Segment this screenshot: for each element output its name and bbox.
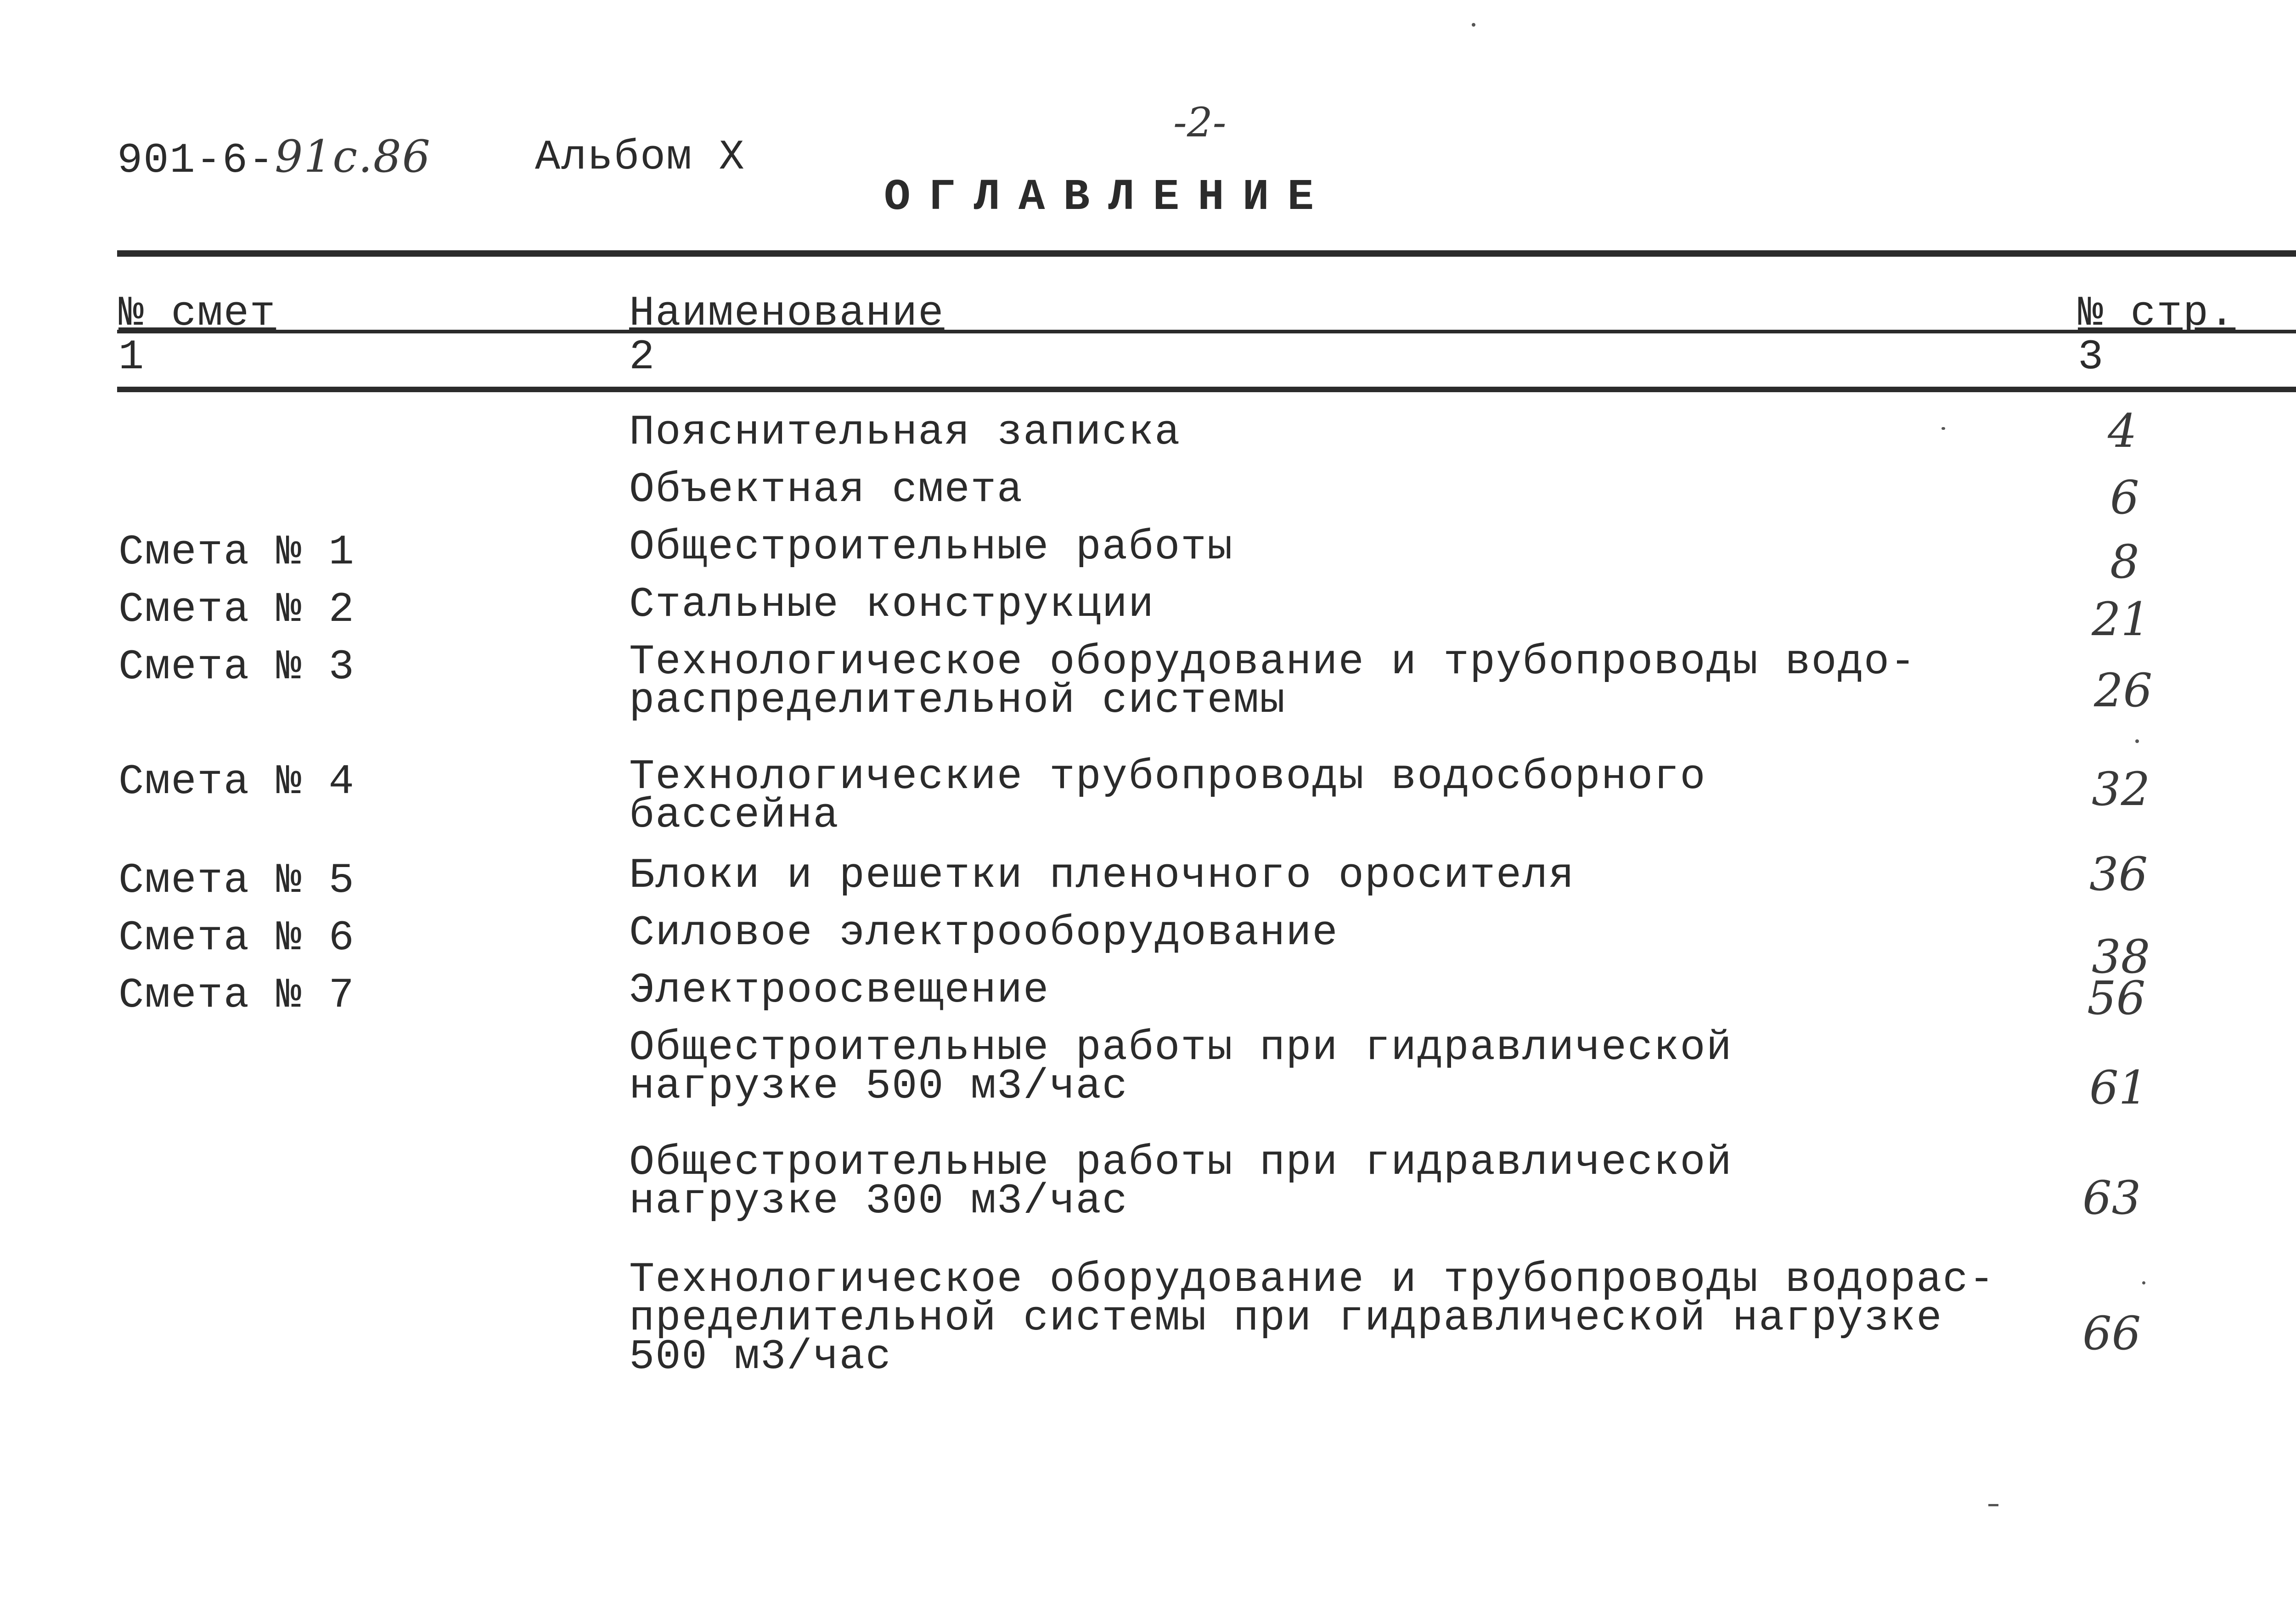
page-ref: 56 [2087, 971, 2146, 1025]
album-label: Альбом X [535, 133, 745, 181]
item-name-line: Объектная смета [629, 466, 1024, 514]
page-ref: 66 [2082, 1307, 2141, 1360]
column-header-page: № стр. [2078, 289, 2236, 338]
page-ref: 6 [2110, 471, 2139, 524]
page-title: ОГЛАВЛЕНИЕ [884, 172, 1333, 222]
item-name-line: пределительной системы при гидравлической нагрузке [629, 1294, 1943, 1342]
item-name [629, 408, 1181, 456]
header-bottom-rule [117, 387, 2296, 392]
column-header-name: Наименование [629, 289, 945, 338]
item-name-line: Общестроительные работы [629, 523, 1233, 571]
scan-speck [1988, 1504, 1998, 1506]
item-name [629, 638, 1917, 725]
item-name-line: Силовое электрооборудование [629, 909, 1339, 957]
item-name [629, 966, 1050, 1014]
page-ref: 61 [2089, 1061, 2148, 1115]
item-name-line: Технологическое оборудование и трубопроводы водо- [629, 638, 1917, 686]
page-number: -2- [1173, 99, 1227, 146]
estimate-number: Смета № 6 [118, 914, 355, 962]
document-code [117, 131, 431, 185]
document-code-handwritten: 91с.86 [275, 131, 431, 182]
column-number-3: 3 [2078, 333, 2105, 381]
estimate-number: Смета № 2 [118, 586, 355, 634]
scan-speck [1941, 427, 1945, 430]
item-name [629, 1024, 1733, 1110]
estimate-number: Смета № 4 [118, 758, 355, 806]
item-name [629, 753, 1706, 839]
item-name-line: распределительной системы [629, 676, 1286, 725]
item-name-line: нагрузке 300 м3/час [629, 1177, 1128, 1225]
page-ref: 63 [2082, 1171, 2141, 1225]
item-name [629, 1256, 1995, 1381]
item-name-line: Общестроительные работы при гидравлической [629, 1024, 1733, 1072]
scan-speck [2142, 1281, 2145, 1284]
document-code-typed: 901-6- [117, 136, 275, 185]
page-ref: 32 [2092, 762, 2150, 816]
page-ref: 8 [2110, 535, 2139, 589]
item-name-line: Общестроительные работы при гидравлической [629, 1138, 1733, 1187]
page-ref: 4 [2108, 404, 2137, 458]
table-top-rule [117, 250, 2296, 257]
item-name-line: Стальные конструкции [629, 580, 1155, 629]
page-ref: 36 [2089, 847, 2148, 901]
item-name [629, 580, 1155, 629]
column-header-estimate: № смет [118, 289, 276, 338]
scan-speck [2135, 739, 2139, 743]
item-name-line: Блоки и решетки пленочного оросителя [629, 851, 1575, 900]
header-divider-rule [117, 330, 2296, 333]
item-name-line: Технологические трубопроводы водосборного [629, 753, 1706, 801]
item-name [629, 909, 1339, 957]
item-name-line: 500 м3/час [629, 1333, 892, 1381]
estimate-number: Смета № 3 [118, 643, 355, 691]
item-name [629, 851, 1575, 900]
page-ref: 26 [2094, 664, 2153, 717]
scan-speck [1472, 23, 1475, 27]
estimate-number: Смета № 1 [118, 528, 355, 576]
estimate-number: Смета № 7 [118, 971, 355, 1020]
item-name [629, 466, 1024, 514]
page-ref: 21 [2092, 592, 2150, 646]
item-name [629, 1138, 1733, 1225]
item-name [629, 523, 1233, 571]
column-number-2: 2 [629, 333, 656, 381]
page-ref: 38 [2092, 930, 2150, 984]
estimate-number: Смета № 5 [118, 856, 355, 905]
item-name-line: Технологическое оборудование и трубопроводы водорас- [629, 1256, 1995, 1304]
item-name-line: Пояснительная записка [629, 408, 1181, 456]
column-number-1: 1 [118, 333, 145, 381]
item-name-line: Электроосвещение [629, 966, 1050, 1014]
item-name-line: бассейна [629, 791, 839, 839]
item-name-line: нагрузке 500 м3/час [629, 1062, 1128, 1110]
